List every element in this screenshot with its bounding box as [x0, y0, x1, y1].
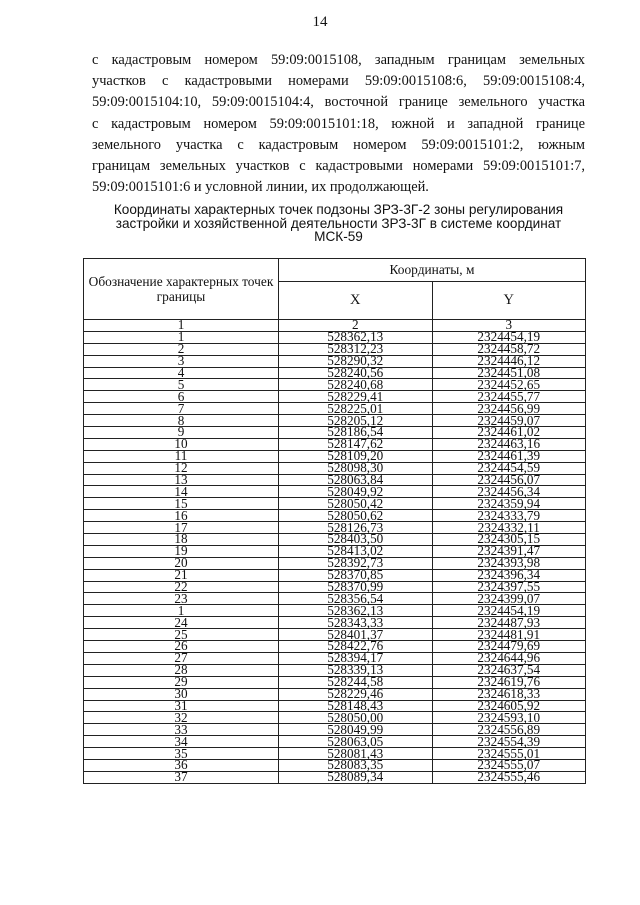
x-cell: 528240,56	[279, 367, 433, 379]
y-cell: 2324446,12	[432, 355, 586, 367]
point-cell: 29	[84, 676, 279, 688]
x-cell: 528413,02	[279, 545, 433, 557]
x-cell: 528109,20	[279, 450, 433, 462]
x-cell: 528050,00	[279, 712, 433, 724]
y-cell: 2324481,91	[432, 629, 586, 641]
x-cell: 528063,84	[279, 474, 433, 486]
paragraph-line: с кадастровым номером 59:09:0015108, западным границам земельных	[92, 52, 585, 68]
y-cell: 2324637,54	[432, 664, 586, 676]
y-cell: 2324593,10	[432, 712, 586, 724]
x-cell: 528089,34	[279, 771, 433, 783]
point-cell: 1	[84, 605, 279, 617]
x-cell: 528049,92	[279, 486, 433, 498]
y-cell: 2324452,65	[432, 379, 586, 391]
point-cell: 5	[84, 379, 279, 391]
y-cell: 2324305,15	[432, 534, 586, 546]
coordinates-table	[83, 258, 586, 784]
point-cell: 17	[84, 522, 279, 534]
point-cell: 4	[84, 367, 279, 379]
x-cell: 528081,43	[279, 748, 433, 760]
x-cell: 528370,85	[279, 569, 433, 581]
y-cell: 2324456,99	[432, 403, 586, 415]
point-cell: 26	[84, 641, 279, 653]
point-cell: 14	[84, 486, 279, 498]
x-cell: 528186,54	[279, 427, 433, 439]
point-cell: 27	[84, 652, 279, 664]
point-cell: 18	[84, 534, 279, 546]
x-cell: 528147,62	[279, 438, 433, 450]
header-points: Обозначение характерных точек границы	[84, 259, 279, 320]
y-cell: 2324554,39	[432, 736, 586, 748]
y-cell: 2324396,34	[432, 569, 586, 581]
y-cell: 2324644,96	[432, 652, 586, 664]
y-cell: 2324605,92	[432, 700, 586, 712]
point-cell: 10	[84, 438, 279, 450]
paragraph-line: 59:09:0015101:6 и условной линии, их продолжающей.	[92, 179, 429, 196]
x-cell: 528063,05	[279, 736, 433, 748]
x-cell: 528362,13	[279, 331, 433, 343]
x-cell: 528225,01	[279, 403, 433, 415]
x-cell: 528339,13	[279, 664, 433, 676]
x-cell: 528356,54	[279, 593, 433, 605]
x-cell: 528394,17	[279, 652, 433, 664]
point-cell: 7	[84, 403, 279, 415]
paragraph-line: земельного участка с кадастровым номером 59:09:0015101:2, южным	[92, 136, 585, 153]
y-cell: 2324461,39	[432, 450, 586, 462]
point-cell: 37	[84, 771, 279, 783]
x-cell: 528312,23	[279, 343, 433, 355]
y-cell: 2324455,77	[432, 391, 586, 403]
x-cell: 528362,13	[279, 605, 433, 617]
y-cell: 2324619,76	[432, 676, 586, 688]
table-caption	[92, 203, 585, 244]
paragraph-line: участков с кадастровыми номерами 59:09:0015108:6, 59:09:0015108:4,	[92, 73, 585, 90]
x-cell: 528229,46	[279, 688, 433, 700]
point-cell: 36	[84, 759, 279, 771]
x-cell: 528083,35	[279, 759, 433, 771]
x-cell: 528403,50	[279, 534, 433, 546]
y-cell: 2324458,72	[432, 343, 586, 355]
point-cell: 22	[84, 581, 279, 593]
header-coordinates: Координаты, м	[279, 259, 586, 282]
point-cell: 23	[84, 593, 279, 605]
y-cell: 2324454,19	[432, 331, 586, 343]
point-cell: 16	[84, 510, 279, 522]
y-cell: 2324555,46	[432, 771, 586, 783]
point-cell: 31	[84, 700, 279, 712]
y-cell: 2324618,33	[432, 688, 586, 700]
point-cell: 19	[84, 545, 279, 557]
paragraph-line: 59:09:0015104:10, 59:09:0015104:4, восточной границе земельного участка	[92, 94, 585, 111]
x-cell: 528392,73	[279, 557, 433, 569]
y-cell: 2324487,93	[432, 617, 586, 629]
point-cell: 25	[84, 629, 279, 641]
column-index: 2	[279, 320, 433, 332]
y-cell: 2324463,16	[432, 438, 586, 450]
y-cell: 2324393,98	[432, 557, 586, 569]
point-cell: 9	[84, 427, 279, 439]
y-cell: 2324459,07	[432, 415, 586, 427]
y-cell: 2324461,02	[432, 427, 586, 439]
y-cell: 2324556,89	[432, 724, 586, 736]
x-cell: 528343,33	[279, 617, 433, 629]
header-x: X	[279, 282, 433, 320]
y-cell: 2324391,47	[432, 545, 586, 557]
header-y: Y	[432, 282, 586, 320]
y-cell: 2324359,94	[432, 498, 586, 510]
y-cell: 2324454,59	[432, 462, 586, 474]
point-cell: 32	[84, 712, 279, 724]
point-cell: 24	[84, 617, 279, 629]
point-cell: 2	[84, 343, 279, 355]
table-body	[84, 317, 586, 785]
point-cell: 15	[84, 498, 279, 510]
point-cell: 35	[84, 748, 279, 760]
x-cell: 528050,62	[279, 510, 433, 522]
x-cell: 528401,37	[279, 629, 433, 641]
y-cell: 2324454,19	[432, 605, 586, 617]
y-cell: 2324333,79	[432, 510, 586, 522]
caption-line: Координаты характерных точек подзоны ЗРЗ-3Г-2 зоны регулирования	[113, 202, 564, 217]
x-cell: 528229,41	[279, 391, 433, 403]
x-cell: 528148,43	[279, 700, 433, 712]
paragraph-line: границам земельных участков с кадастровыми номерами 59:09:0015101:7,	[92, 158, 585, 175]
point-cell: 12	[84, 462, 279, 474]
point-cell: 33	[84, 724, 279, 736]
x-cell: 528205,12	[279, 415, 433, 427]
body-paragraph	[92, 50, 585, 198]
table-row	[84, 771, 586, 783]
column-index: 3	[432, 320, 586, 332]
x-cell: 528098,30	[279, 462, 433, 474]
x-cell: 528240,68	[279, 379, 433, 391]
y-cell: 2324479,69	[432, 641, 586, 653]
page-number: 14	[312, 14, 328, 30]
point-cell: 30	[84, 688, 279, 700]
y-cell: 2324399,07	[432, 593, 586, 605]
y-cell: 2324397,55	[432, 581, 586, 593]
x-cell: 528049,99	[279, 724, 433, 736]
y-cell: 2324456,34	[432, 486, 586, 498]
x-cell: 528050,42	[279, 498, 433, 510]
column-index: 1	[84, 320, 279, 332]
y-cell: 2324332,11	[432, 522, 586, 534]
point-cell: 8	[84, 415, 279, 427]
point-cell: 34	[84, 736, 279, 748]
x-cell: 528422,76	[279, 641, 433, 653]
point-cell: 6	[84, 391, 279, 403]
y-cell: 2324555,07	[432, 759, 586, 771]
point-cell: 1	[84, 331, 279, 343]
point-cell: 28	[84, 664, 279, 676]
point-cell: 3	[84, 355, 279, 367]
caption-line: застройки и хозяйственной деятельности ЗРЗ-3Г в системе координат	[115, 215, 562, 231]
point-cell: 21	[84, 569, 279, 581]
point-cell: 13	[84, 474, 279, 486]
y-cell: 2324555,01	[432, 748, 586, 760]
x-cell: 528370,99	[279, 581, 433, 593]
paragraph-line: с кадастровым номером 59:09:0015101:18, южной и западной границе	[92, 115, 585, 132]
point-cell: 11	[84, 450, 279, 462]
x-cell: 528244,58	[279, 676, 433, 688]
point-cell: 20	[84, 557, 279, 569]
y-cell: 2324456,07	[432, 474, 586, 486]
x-cell: 528126,73	[279, 522, 433, 534]
caption-line: МСК-59	[314, 229, 363, 244]
x-cell: 528290,32	[279, 355, 433, 367]
y-cell: 2324451,08	[432, 367, 586, 379]
